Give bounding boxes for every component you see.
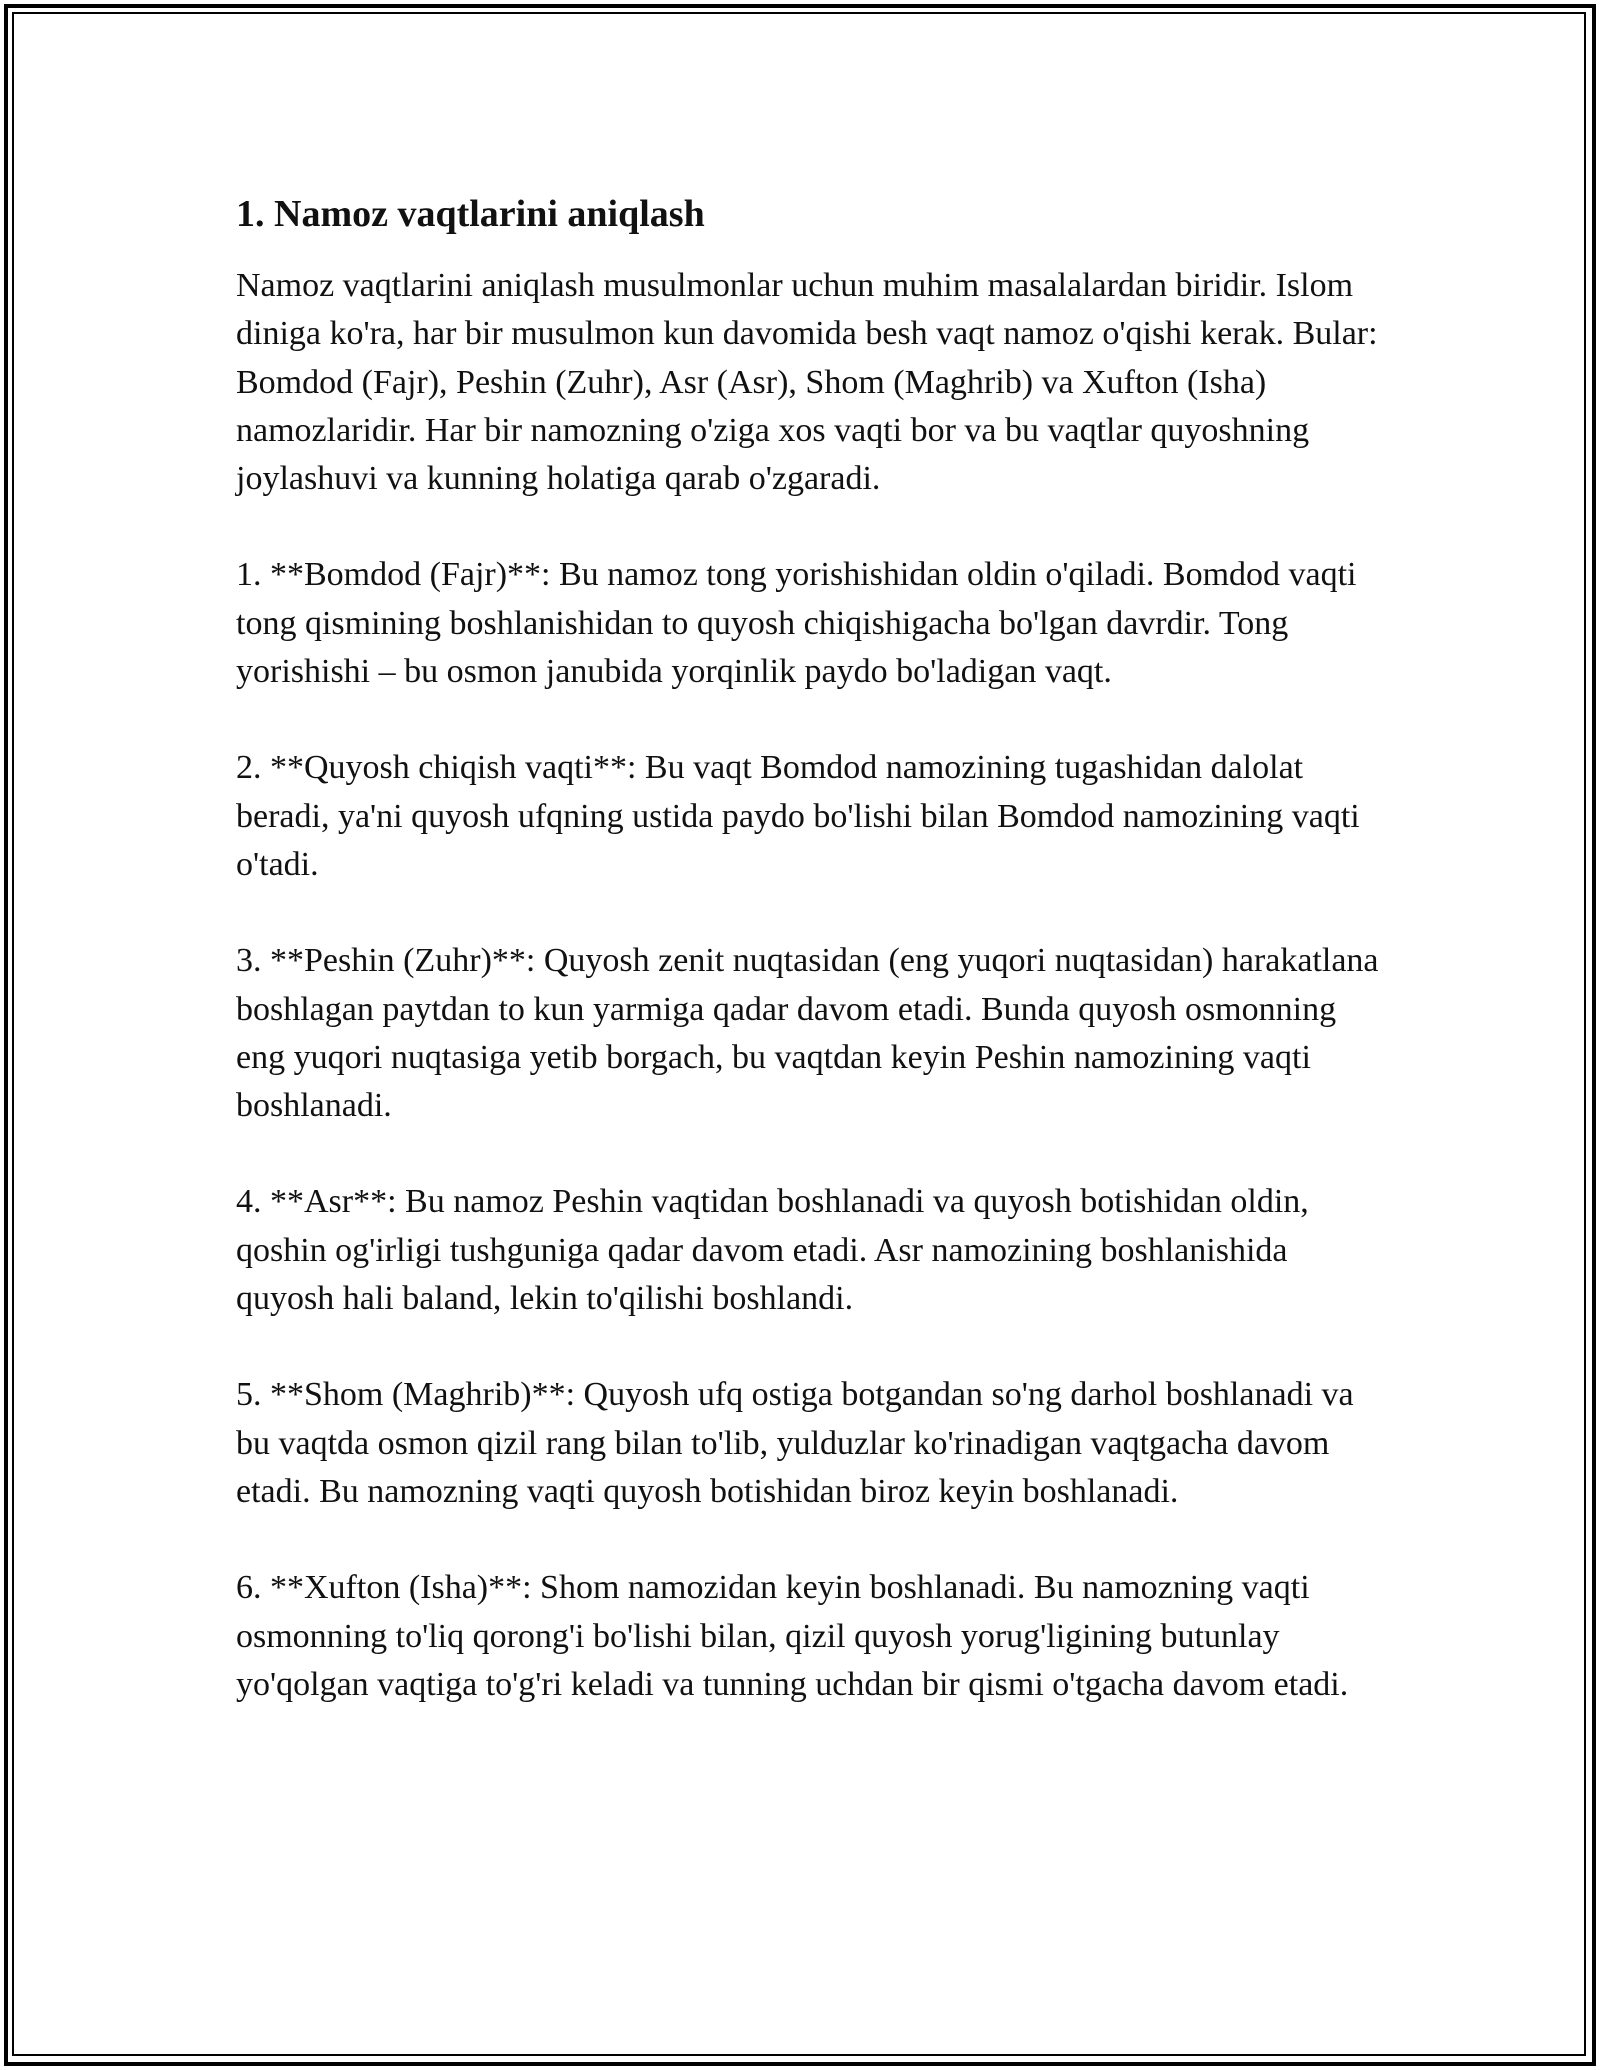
prayer-item-xufton: 6. **Xufton (Isha)**: Shom namozidan keyin boshlanadi. Bu namozning vaqti osmonning to'liq qorong'i bo'lishi bilan, qizil quyosh yorug'ligining butunlay yo'qolgan vaqtiga to'g'ri keladi va tunning uchdan bir qismi o'tgacha davom etadi. bbox=[236, 1569, 1349, 1703]
prayer-item-shom: 5. **Shom (Maghrib)**: Quyosh ufq ostiga botgandan so'ng darhol boshlanadi va bu vaqtda osmon qizil rang bilan to'lib, yulduzlar ko'rinadigan vaqtgacha davom etadi. Bu namozning vaqti quyosh botishidan biroz keyin boshlanadi. bbox=[236, 1376, 1354, 1510]
prayer-item-asr: 4. **Asr**: Bu namoz Peshin vaqtidan boshlanadi va quyosh botishidan oldin, qoshin og'irligi tushguniga qadar davom etadi. Asr namozining boshlanishida quyosh hali baland, lekin to'qilishi boshlandi. bbox=[236, 1183, 1309, 1318]
document-body bbox=[236, 188, 1386, 1709]
document-title: 1. Namoz vaqtlarini aniqlash bbox=[236, 193, 705, 235]
prayer-item-peshin: 3. **Peshin (Zuhr)**: Quyosh zenit nuqtasidan (eng yuqori nuqtasidan) harakatlana boshlagan paytdan to kun yarmiga qadar davom etadi. Bunda quyosh osmonning eng yuqori nuqtasiga yetib borgach, bu vaqtdan keyin Peshin namozining vaqti boshlanadi. bbox=[236, 942, 1379, 1125]
intro-paragraph: Namoz vaqtlarini aniqlash musulmonlar uchun muhim masalalardan biridir. Islom diniga ko'ra, har bir musulmon kun davomida besh vaqt namoz o'qishi kerak. Bular: Bomdod (Fajr), Peshin (Zuhr), Asr (Asr), Shom (Maghrib) va Xufton (Isha) namozlaridir. Har bir namozning o'ziga xos vaqti bor va bu vaqtlar quyoshning joylashuvi va kunning holatiga qarab o'zgaradi. bbox=[236, 267, 1378, 498]
prayer-item-sunrise: 2. **Quyosh chiqish vaqti**: Bu vaqt Bomdod namozining tugashidan dalolat beradi, ya'ni quyosh ufqning ustida paydo bo'lishi bilan Bomdod namozining vaqti o'tadi. bbox=[236, 749, 1360, 883]
prayer-item-bomdod: 1. **Bomdod (Fajr)**: Bu namoz tong yorishishidan oldin o'qiladi. Bomdod vaqti tong qismining boshlanishidan to quyosh chiqishigacha bo'lgan davrdir. Tong yorishishi – bu osmon janubida yorqinlik paydo bo'ladigan vaqt. bbox=[236, 556, 1357, 691]
